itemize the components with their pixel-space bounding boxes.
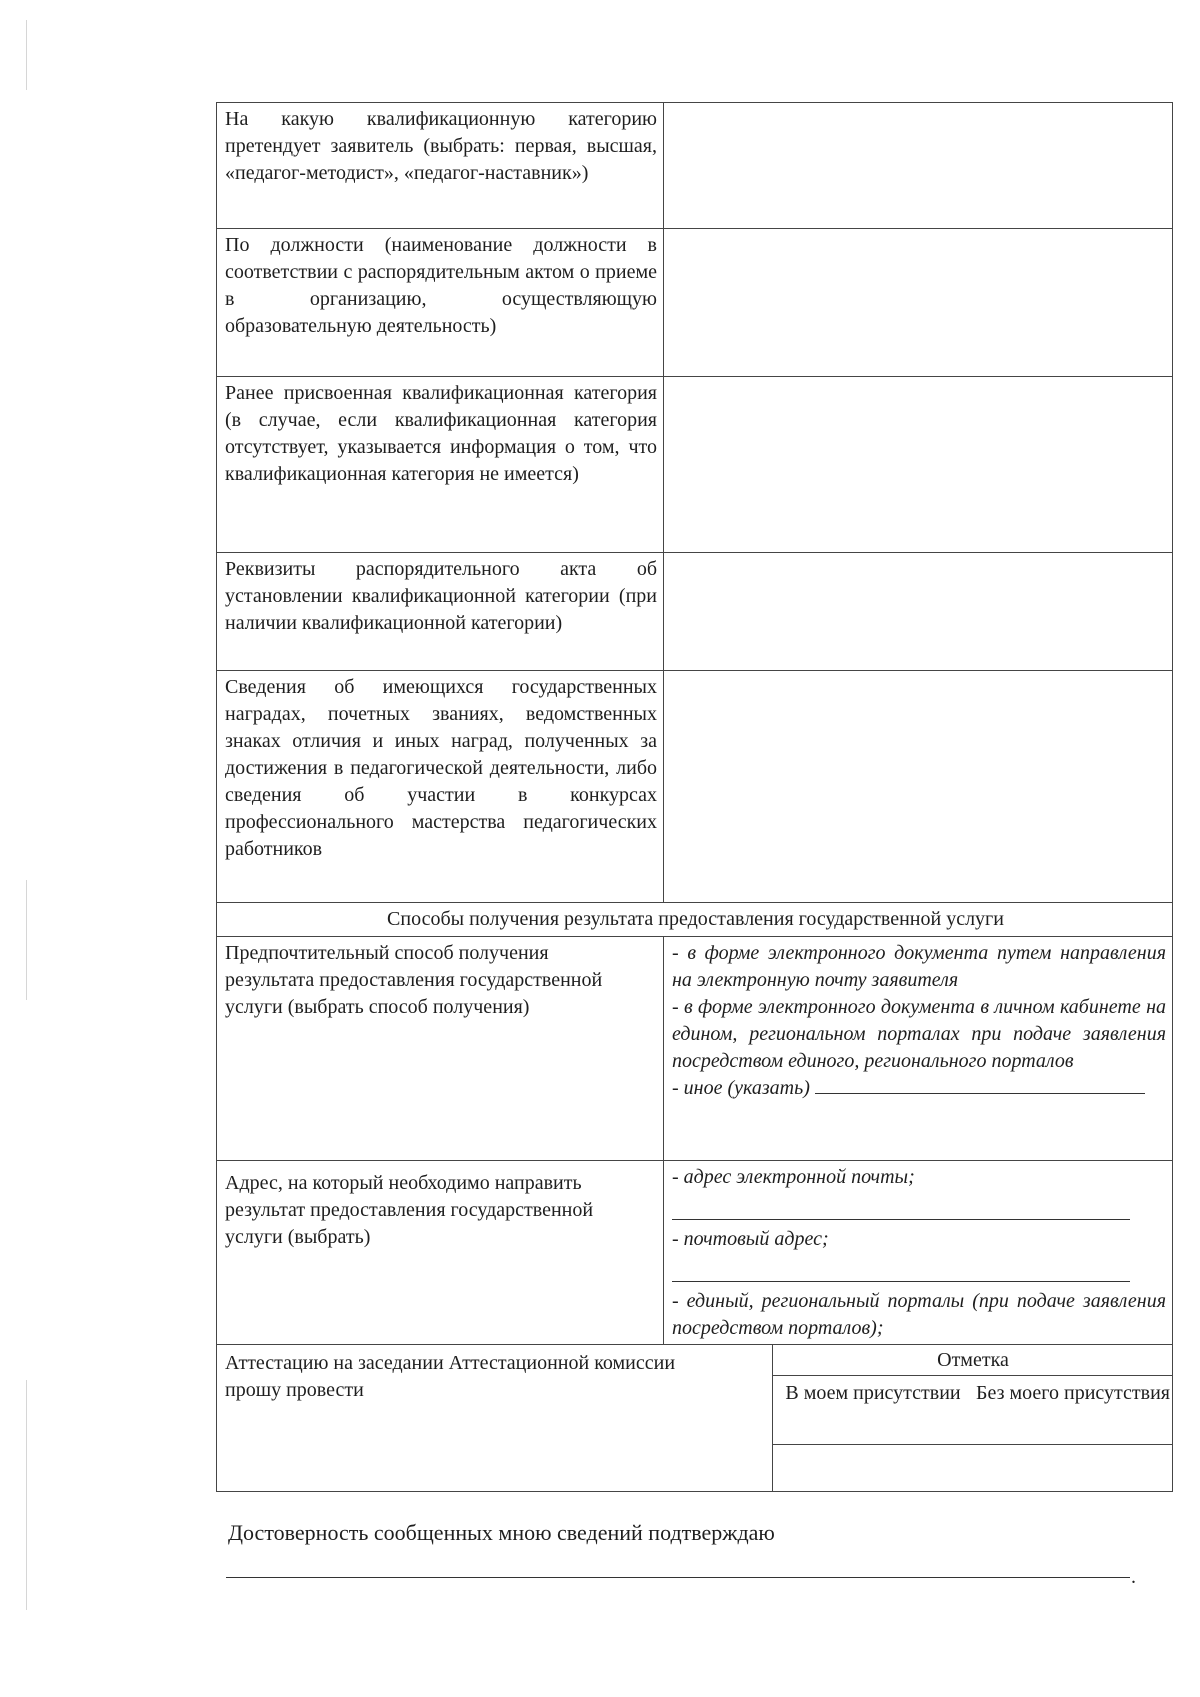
preferred-method-label: Предпочтительный способ получения результата предоставления государственной услуги (выбрать способ получения) [225, 942, 603, 1018]
table-row [217, 553, 1173, 671]
table-row [217, 103, 1173, 229]
option-email[interactable]: - в форме электронного документа путем направления на электронную почту заявителя [672, 942, 1166, 991]
table-row [217, 937, 1173, 1161]
scan-edge-mark [26, 880, 27, 1000]
field-value-awards[interactable] [664, 671, 1173, 903]
field-label-previous-category: Ранее присвоенная квалификационная категория (в случае, если квалификационная категория отсутствует, указывается информация о том, что квалификационная категория не имеется) [217, 377, 664, 553]
table-row [217, 1345, 1173, 1492]
preferred-method-options [664, 937, 1173, 1161]
postal-address-line[interactable] [672, 1253, 1130, 1282]
field-label-address [217, 1161, 664, 1345]
option-portal-cabinet[interactable]: - в форме электронного документа в личном кабинете на едином, региональном порталах при подаче заявления посредством единого, регионального порталов [672, 996, 1166, 1072]
option-portals[interactable]: - единый, региональный порталы (при подаче заявления посредством порталов); [672, 1290, 1166, 1339]
mark-columns [773, 1376, 1173, 1445]
field-label-position: По должности (наименование должности в соответствии с распорядительным актом о приеме в организацию, осуществляющую образовательную деятельность) [217, 229, 664, 377]
field-value-previous-category[interactable] [664, 377, 1173, 553]
field-label-order-details: Реквизиты распорядительного акта об установлении квалификационной категории (при наличии квалификационной категории) [217, 553, 664, 671]
field-label-preferred-method [217, 937, 664, 1161]
application-form-table [216, 102, 1173, 1492]
table-row [217, 229, 1173, 377]
option-other[interactable] [672, 1075, 1166, 1102]
table-row [217, 903, 1173, 937]
signature-dot: . [1131, 1566, 1136, 1588]
table-row [217, 1161, 1173, 1345]
signature-line[interactable] [226, 1577, 1130, 1578]
option-postal-address[interactable]: - почтовый адрес; [672, 1228, 829, 1250]
option-other-label: - иное (указать) [672, 1077, 810, 1099]
field-label-category: На какую квалификационную категорию претендует заявитель (выбрать: первая, высшая, «педагог-методист», «педагог-наставник») [217, 103, 664, 229]
mark-title: Отметка [773, 1345, 1173, 1376]
mark-answer-field[interactable] [773, 1445, 1173, 1493]
attestation-label: Аттестацию на заседании Аттестационной комиссии прошу провести [225, 1352, 676, 1401]
address-options [664, 1161, 1173, 1345]
field-value-order-details[interactable] [664, 553, 1173, 671]
field-value-category[interactable] [664, 103, 1173, 229]
scan-edge-mark [26, 20, 27, 90]
scan-edge-mark [26, 1380, 27, 1610]
option-email-address[interactable]: - адрес электронной почты; [672, 1166, 915, 1188]
mark-col-absent: Без моего присутствия [976, 1382, 1170, 1404]
attestation-mark-box [772, 1344, 1173, 1492]
mark-col-present: В моем присутствии [785, 1382, 961, 1404]
other-input-line[interactable] [815, 1077, 1145, 1094]
table-row [217, 377, 1173, 553]
table-row [217, 671, 1173, 903]
address-label: Адрес, на который необходимо направить результат предоставления государственной услуги (выбрать) [225, 1172, 594, 1248]
attestation-cell [217, 1345, 1173, 1492]
section-header: Способы получения результата предоставления государственной услуги [217, 903, 1173, 937]
field-label-awards: Сведения об имеющихся государственных наградах, почетных званиях, ведомственных знаках отличия и иных наград, полученных за достижения в педагогической деятельности, либо сведения об участии в конкурсах профессионального мастерства педагогических работников [217, 671, 664, 903]
email-address-line[interactable] [672, 1191, 1130, 1220]
confirmation-text: Достоверность сообщенных мною сведений подтверждаю [228, 1520, 775, 1545]
field-value-position[interactable] [664, 229, 1173, 377]
